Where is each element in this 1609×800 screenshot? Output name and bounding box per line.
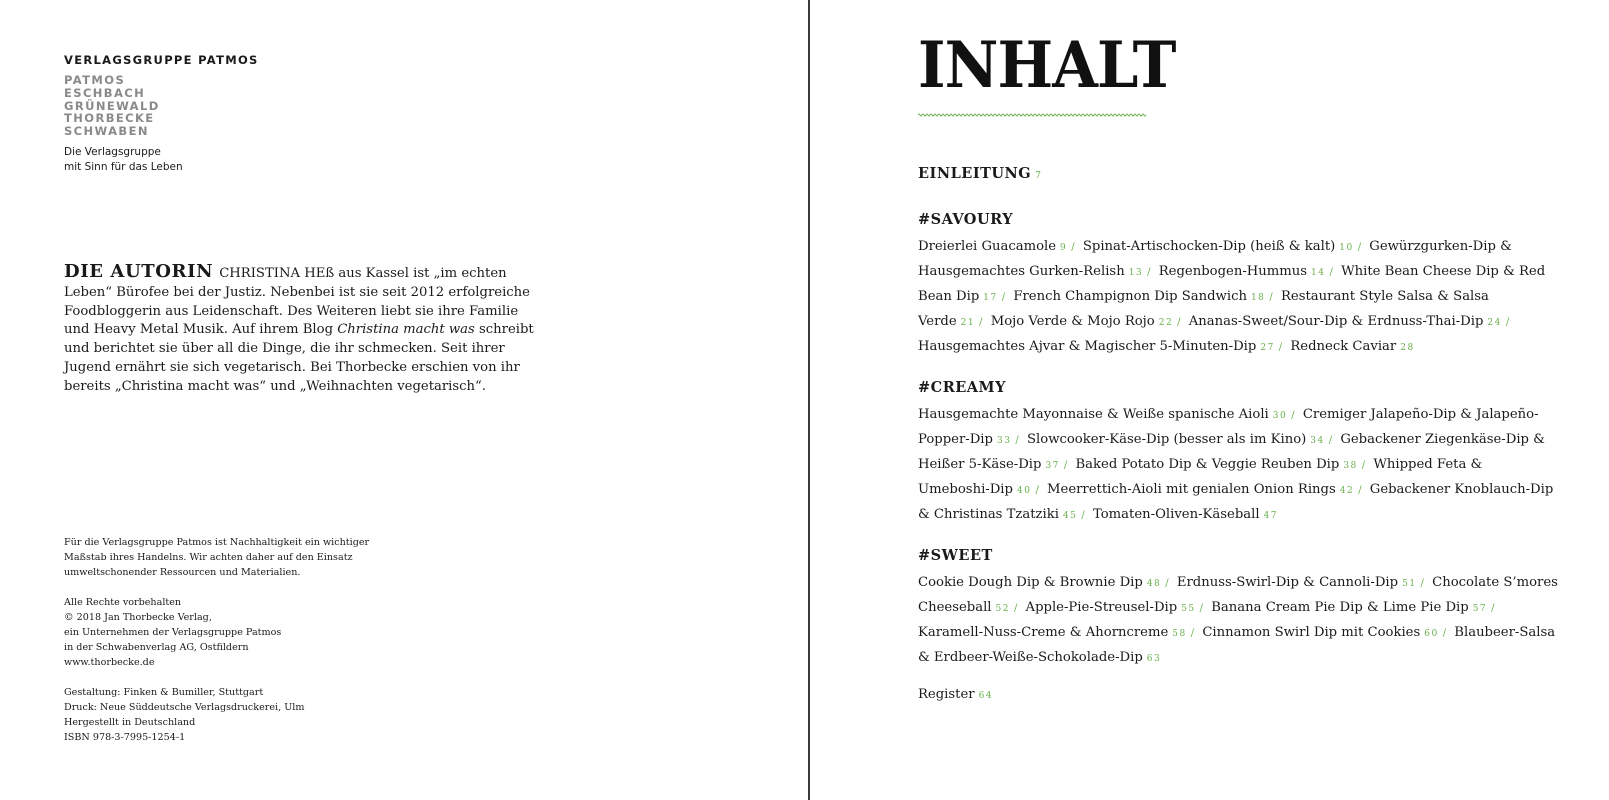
page-number: 40 <box>1016 486 1032 496</box>
page-number: 30 <box>1272 411 1288 421</box>
page-title: INHALT <box>918 28 1176 103</box>
toc-entry-title: Cremiger Jalapeño-Dip & Jalapeño-Popper-Dip <box>918 407 1539 447</box>
toc-entry-title: Apple-Pie-Streusel-Dip <box>1025 600 1178 615</box>
colophon-line: www.thorbecke.de <box>64 657 155 669</box>
toc-entry-title: Spinat-Artischocken-Dip (heiß & kalt) <box>1082 239 1336 254</box>
page-number: 33 <box>996 436 1012 446</box>
page-number: 64 <box>978 691 994 701</box>
toc-entry-title: Tomaten-Oliven-Käseball <box>1092 507 1260 522</box>
page-number: 37 <box>1045 461 1060 471</box>
imprint-name: GRÜNEWALD <box>64 98 160 113</box>
publisher-group-name: VERLAGSGRUPPE PATMOS <box>64 53 259 67</box>
entry-separator: / <box>1015 435 1019 446</box>
page-number: 47 <box>1263 511 1279 521</box>
toc-register <box>918 687 1558 702</box>
entry-separator: / <box>1165 578 1169 589</box>
section-entries <box>918 235 1558 360</box>
toc-entry-title: Karamell-Nuss-Creme & Ahorncreme <box>918 625 1169 640</box>
page-number: 48 <box>1146 579 1162 589</box>
page-number: 21 <box>960 318 976 328</box>
toc-entry-title: White Bean Cheese Dip & Red Bean Dip <box>918 264 1546 304</box>
toc-entry-title: Slowcooker-Käse-Dip (besser als im Kino) <box>1027 432 1307 447</box>
imprint-name: SCHWABEN <box>64 124 149 139</box>
entry-separator: / <box>1147 267 1151 278</box>
entry-separator: / <box>1190 628 1195 639</box>
toc-entry-title: Erdnuss-Swirl-Dip & Cannoli-Dip <box>1176 575 1399 590</box>
section-title: #SWEET <box>918 547 993 564</box>
entry-separator: / <box>1505 317 1510 328</box>
publisher-tagline <box>64 145 259 175</box>
page-number: 52 <box>995 604 1010 614</box>
register-title: Register <box>918 687 975 702</box>
toc-entry-title: Banana Cream Pie Dip & Lime Pie Dip <box>1211 600 1469 615</box>
page-number: 63 <box>1146 654 1162 664</box>
toc-entry-title: Dreierlei Guacamole <box>918 239 1057 254</box>
toc-intro <box>918 163 1558 184</box>
imprint-name: PATMOS <box>64 73 126 87</box>
colophon-production <box>64 685 404 746</box>
colophon-line: Druck: Neue Süddeutsche Verlagsdruckerei, Ulm <box>64 701 305 713</box>
blog-name: Christina macht was <box>337 322 475 338</box>
toc-section-savoury <box>918 210 1558 360</box>
page-number: 38 <box>1343 461 1358 471</box>
tagline-line: Die Verlagsgruppe <box>64 145 161 158</box>
toc-entry-title: Chocolate S’mores Cheeseball <box>918 575 1558 615</box>
entry-separator: / <box>1269 292 1273 303</box>
toc-entry-title: Regenbogen-Hummus <box>1158 264 1308 279</box>
section-title: #CREAMY <box>918 379 1006 396</box>
entry-separator: / <box>1278 342 1283 353</box>
imprint-name: ESCHBACH <box>64 85 146 100</box>
entry-separator: / <box>1357 242 1362 253</box>
page-number: 17 <box>983 293 998 303</box>
entry-separator: / <box>1013 603 1018 614</box>
toc-entry-title: Redneck Caviar <box>1290 339 1397 354</box>
toc-entry-title: Baked Potato Dip & Veggie Reuben Dip <box>1075 457 1340 472</box>
section-entries <box>918 403 1558 528</box>
toc-section-sweet <box>918 546 1558 671</box>
section-title: #SAVOURY <box>918 211 1014 228</box>
page-number: 10 <box>1339 243 1354 253</box>
toc-entry-title: Hausgemachtes Ajvar & Magischer 5-Minuten-Dip <box>918 339 1257 354</box>
page-number: 42 <box>1339 486 1355 496</box>
entry-separator: / <box>1177 317 1181 328</box>
toc-entry-title: Cookie Dough Dip & Brownie Dip <box>918 575 1143 590</box>
entry-separator: / <box>1442 628 1447 639</box>
entry-separator: / <box>1358 485 1362 496</box>
entry-separator: / <box>1491 603 1495 614</box>
entry-separator: / <box>1071 242 1075 253</box>
toc-entry-title: Gewürzgurken-Dip & Hausgemachtes Gurken-Relish <box>918 239 1512 279</box>
page-gutter-divider <box>808 0 810 800</box>
toc-entry-title: Whipped Feta & Umeboshi-Dip <box>918 457 1483 497</box>
intro-title: EINLEITUNG <box>918 165 1032 182</box>
page-number: 9 <box>1060 243 1068 253</box>
publisher-imprints <box>64 74 259 138</box>
colophon-line: Alle Rechte vorbehalten <box>64 596 182 608</box>
publisher-block <box>64 53 259 175</box>
page-number: 24 <box>1487 318 1502 328</box>
entry-separator: / <box>1001 292 1006 303</box>
toc-section-creamy <box>918 378 1558 528</box>
page-number: 34 <box>1310 436 1325 446</box>
toc-entry-title: Meerrettich-Aioli mit genialen Onion Rings <box>1047 482 1336 497</box>
tagline-line: mit Sinn für das Leben <box>64 160 183 173</box>
entry-separator: / <box>1420 578 1424 589</box>
page-number: 57 <box>1472 604 1488 614</box>
toc-entry-title: Restaurant Style Salsa & Salsa Verde <box>918 289 1489 329</box>
entry-separator: / <box>1081 510 1085 521</box>
toc-entry-title: French Champignon Dip Sandwich <box>1013 289 1247 304</box>
entry-separator: / <box>1328 435 1333 446</box>
entry-separator: / <box>1361 460 1366 471</box>
page-number: 28 <box>1400 343 1415 353</box>
toc-entry-title: Cinnamon Swirl Dip mit Cookies <box>1202 625 1421 640</box>
page-number: 18 <box>1250 293 1266 303</box>
colophon-line: in der Schwabenverlag AG, Ostfildern <box>64 642 249 654</box>
page-number: 51 <box>1402 579 1417 589</box>
colophon-line: Gestaltung: Finken & Bumiller, Stuttgart <box>64 686 264 698</box>
author-text: CHRISTINA HEß aus Kassel ist „im echten Leben“ Bürofee bei der Justiz. Nebenbei ist sie seit 2012 erfolgreiche Foodbloggerin aus Leidenschaft. Des Weiteren liebt sie ihre Familie und Heavy Metal Musik. Auf ihrem Blog <box>64 266 530 338</box>
page-number: 22 <box>1158 318 1174 328</box>
entry-separator: / <box>1063 460 1068 471</box>
author-heading: DIE AUTORIN <box>64 261 214 282</box>
page-number: 58 <box>1172 629 1187 639</box>
entry-separator: / <box>979 317 983 328</box>
page-number: 14 <box>1311 268 1326 278</box>
page-number: 13 <box>1128 268 1144 278</box>
toc-entry-title: Gebackener Ziegenkäse-Dip & Heißer 5-Käse-Dip <box>918 432 1545 472</box>
entry-separator: / <box>1199 603 1204 614</box>
colophon-line: ISBN 978-3-7995-1254-1 <box>64 732 186 744</box>
page-number: 27 <box>1260 343 1275 353</box>
imprint-name: THORBECKE <box>64 111 155 126</box>
section-entries <box>918 571 1558 671</box>
page-number: 60 <box>1424 629 1439 639</box>
colophon-sustainability <box>64 535 404 581</box>
colophon-line: © 2018 Jan Thorbecke Verlag, <box>64 611 212 623</box>
toc-entry-title: Mojo Verde & Mojo Rojo <box>990 314 1155 329</box>
entry-separator: / <box>1291 410 1295 421</box>
toc-entry-title: Ananas-Sweet/Sour-Dip & Erdnuss-Thai-Dip <box>1188 314 1484 329</box>
toc-entry-title: Hausgemachte Mayonnaise & Weiße spanische Aioli <box>918 407 1269 422</box>
toc-entry-title: Gebackener Knoblauch-Dip & Christinas Tzatziki <box>918 482 1554 522</box>
page-number: 45 <box>1062 511 1078 521</box>
colophon-line: umweltschonender Ressourcen und Materialien. <box>64 567 301 579</box>
entry-separator: / <box>1035 485 1039 496</box>
colophon-line: Maßstab ihres Handelns. Wir achten daher auf den Einsatz <box>64 552 353 564</box>
colophon <box>64 535 404 759</box>
author-bio <box>64 263 536 397</box>
colophon-line: Hergestellt in Deutschland <box>64 717 196 729</box>
colophon-line: ein Unternehmen der Verlagsgruppe Patmos <box>64 627 282 639</box>
colophon-line: Für die Verlagsgruppe Patmos ist Nachhaltigkeit ein wichtiger <box>64 537 370 548</box>
entry-separator: / <box>1329 267 1333 278</box>
author-text: schreibt und berichtet sie über all die Dinge, die ihr schmecken. Seit ihrer Jugend ernährt sie sich vegetarisch. Bei Thorbecke erschien von ihr bereits „Christina macht was“ und „Weihnachten vegetarisch“. <box>64 322 534 394</box>
toc-entry-title: Blaubeer-Salsa & Erdbeer-Weiße-Schokolade-Dip <box>918 625 1556 665</box>
page-number: 7 <box>1035 171 1043 181</box>
page-number: 55 <box>1181 604 1196 614</box>
wavy-underline-decoration <box>918 112 1148 118</box>
colophon-rights <box>64 595 404 671</box>
